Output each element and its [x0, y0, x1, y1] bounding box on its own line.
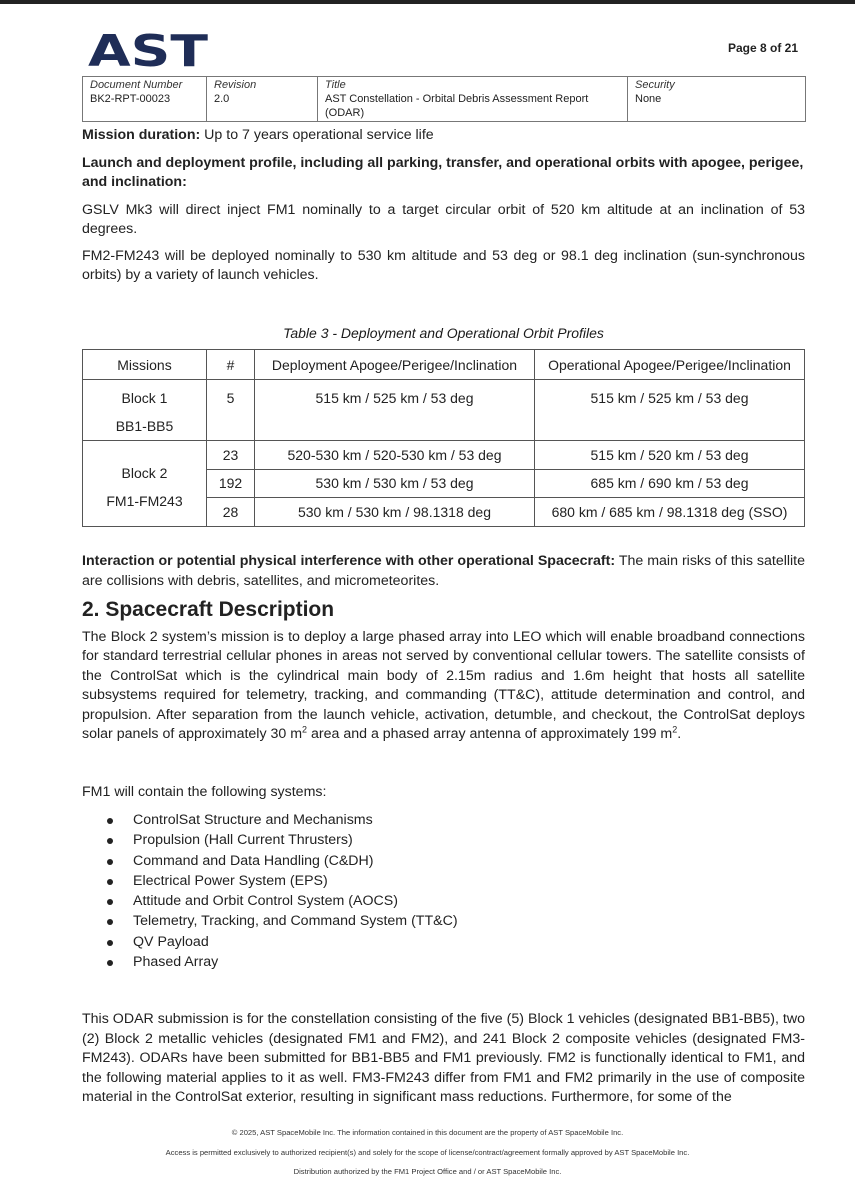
top-edge-bar — [0, 0, 855, 4]
ast-logo — [88, 30, 210, 70]
col-header-count: # — [207, 350, 255, 380]
block1-operational: 515 km / 525 km / 53 deg — [535, 380, 805, 441]
orbit-profiles-table — [82, 349, 805, 527]
block2-mission-cell — [83, 441, 207, 527]
superscript-2: 2 — [672, 724, 678, 735]
footer-distribution: Distribution authorized by the FM1 Project Office and / or AST SpaceMobile Inc. — [293, 1167, 562, 1176]
block2-row2-operational: 685 km / 690 km / 53 deg — [535, 469, 805, 498]
mission-duration — [82, 126, 805, 146]
doc-number-value: BK2-RPT-00023 — [90, 93, 171, 105]
gslv-paragraph: GSLV Mk3 will direct inject FM1 nominally to a target circular orbit of 520 km altitude at an inclination of 53 degrees. — [82, 201, 805, 237]
list-item: Command and Data Handling (C&DH) — [82, 851, 805, 871]
bullet-icon — [107, 838, 113, 844]
table-header-row — [83, 350, 805, 380]
bullet-icon — [107, 879, 113, 885]
title-label: Title — [325, 79, 346, 91]
svg-text:AST: AST — [88, 30, 208, 70]
security-label: Security — [635, 79, 675, 91]
revision-value: 2.0 — [214, 93, 230, 105]
security-cell — [628, 77, 806, 122]
lower-content — [82, 552, 805, 1108]
block2-row1-deployment: 520-530 km / 520-530 km / 53 deg — [255, 441, 535, 470]
section-heading: 2. Spacecraft Description — [82, 598, 335, 621]
bullet-icon — [107, 859, 113, 865]
footer-access-notice: Access is permitted exclusively to authorized recipient(s) and solely for the scope of license/contract/agreement formally approved by AST SpaceMobile Inc. — [165, 1148, 690, 1157]
col-header-operational: Operational Apogee/Perigee/Inclination — [535, 350, 805, 380]
block2-row1-operational: 515 km / 520 km / 53 deg — [535, 441, 805, 470]
list-item: Electrical Power System (EPS) — [82, 871, 805, 891]
list-item: QV Payload — [82, 932, 805, 952]
spacecraft-description-paragraph: The Block 2 system’s mission is to deploy a large phased array into LEO which will enable broadband connections for standard terrestrial cellular phones in areas not served by conventional cellular towers. The satellite consists of the ControlSat which is the cylindrical main body of 2.15m radius and 1.6m height that hosts all satellite subsystems required for telemetry, tracking, and commanding (TT&C), attitude determination and control, and propulsion. After separation from the launch vehicle, activation, detumble, and checkout, the ControlSat deploys solar panels of approximately 30 $m^2$ area and a phased array antenna of approximately 199 $m^2$. — [82, 628, 805, 742]
list-item: Propulsion (Hall Current Thrusters) — [82, 830, 805, 850]
list-item: Phased Array — [82, 952, 805, 972]
systems-list — [82, 810, 805, 972]
doc-number-cell — [83, 77, 207, 122]
security-value: None — [635, 93, 662, 105]
col-header-missions: Missions — [83, 350, 207, 380]
interaction-text: The main risks of this satellite are collisions with debris, satellites, and micrometeorites. — [82, 553, 806, 589]
footer-copyright: © 2025, AST SpaceMobile Inc. The information contained in this document are the property of AST SpaceMobile Inc. — [231, 1128, 624, 1137]
block1-deployment: 515 km / 525 km / 53 deg — [255, 380, 535, 441]
block1-designation: BB1-BB5 — [115, 418, 174, 434]
block2-row1-count: 23 — [207, 441, 255, 470]
block1-mission-cell — [83, 380, 207, 441]
block2-row3-count: 28 — [207, 498, 255, 527]
interaction-paragraph — [82, 552, 805, 591]
mission-duration-text: Up to 7 years operational service life — [200, 127, 434, 143]
block2-row2-count: 192 — [207, 469, 255, 498]
interaction-label: Interaction or potential physical interference with other operational Spacecraft: — [82, 553, 616, 569]
list-item: Attitude and Orbit Control System (AOCS) — [82, 891, 805, 911]
bullet-icon — [107, 919, 113, 925]
block2-row3-operational: 680 km / 685 km / 98.1318 deg (SSO) — [535, 498, 805, 527]
block1-count: 5 — [207, 380, 255, 441]
block2-designation: FM1-FM243 — [106, 493, 183, 510]
document-header-table — [82, 76, 806, 122]
bullet-icon — [107, 960, 113, 966]
block2-row3-deployment: 530 km / 530 km / 98.1318 deg — [255, 498, 535, 527]
title-value: AST Constellation - Orbital Debris Assessment Report (ODAR) — [325, 93, 589, 119]
bullet-icon — [107, 940, 113, 946]
list-item: Telemetry, Tracking, and Command System (TT&C) — [82, 911, 805, 931]
title-cell — [318, 77, 628, 122]
page-number: Page 8 of 21 — [727, 41, 798, 55]
list-item: ControlSat Structure and Mechanisms — [82, 810, 805, 830]
mission-duration-label: Mission duration: — [82, 127, 201, 143]
table-caption: Table 3 - Deployment and Operational Orbit Profiles — [283, 325, 604, 341]
fm1-intro: FM1 will contain the following systems: — [82, 783, 327, 800]
doc-number-label: Document Number — [90, 79, 183, 91]
block1-name: Block 1 — [121, 390, 168, 406]
block2-name: Block 2 — [121, 465, 168, 482]
revision-label: Revision — [214, 79, 257, 91]
table-row — [83, 380, 805, 441]
odar-paragraph: This ODAR submission is for the constellation consisting of the five (5) Block 1 vehicles (designated BB1-BB5), two (2) Block 2 metallic vehicles (designated FM1 and FM2), and 241 Block 2 composite vehicles (designated FM3-FM243). ODARs have been submitted for BB1-BB5 and FM1 previously. FM2 is functionally identical to FM1, and the following material applies to it as well. FM3-FM243 differ from FM1 and FM2 primarily in the use of composite material in the ControlSat exterior, resulting in significant mass reductions. Furthermore, for some of the — [82, 1011, 805, 1106]
table-row — [83, 441, 805, 470]
bullet-icon — [107, 818, 113, 824]
fm2-paragraph: FM2-FM243 will be deployed nominally to 530 km altitude and 53 deg or 98.1 deg inclination (sun-synchronous orbits) by a variety of launch vehicles. — [82, 247, 805, 283]
col-header-deployment: Deployment Apogee/Perigee/Inclination — [255, 350, 535, 380]
superscript-2: 2 — [302, 724, 308, 735]
revision-cell — [207, 77, 318, 122]
launch-profile-heading: Launch and deployment profile, including all parking, transfer, and operational orbits with apogee, perigee, and inclination: — [82, 154, 804, 190]
upper-content — [82, 126, 805, 286]
bullet-icon — [107, 899, 113, 905]
block2-row2-deployment: 530 km / 530 km / 53 deg — [255, 469, 535, 498]
